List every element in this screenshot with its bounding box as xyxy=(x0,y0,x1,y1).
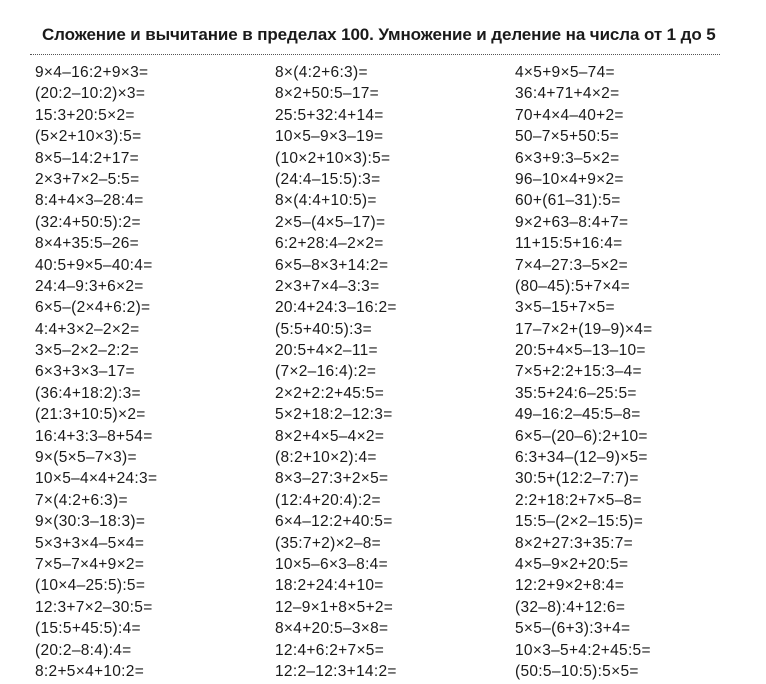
exercise-expression: 50–7×5+50:5= xyxy=(515,128,620,146)
exercise-expression: 20:4+24:3–16:2= xyxy=(275,299,397,317)
exercise-expression: 8×2+27:3+35:7= xyxy=(515,534,633,552)
exercise-expression: 2:2+18:2+7×5–8= xyxy=(515,491,642,509)
exercise-expression: 7×(4:2+6:3)= xyxy=(35,491,128,509)
exercise-expression: 16:4+3:3–8+54= xyxy=(35,427,153,445)
exercise-expression: 8×(4:2+6:3)= xyxy=(275,64,368,81)
exercise-expression: 20:5+4×2–11= xyxy=(275,342,378,360)
exercise-expression: 8×5–14:2+17= xyxy=(35,149,140,167)
exercise-expression: 8×2+50:5–17= xyxy=(275,85,380,103)
exercise-expression: 6:2+28:4–2×2= xyxy=(275,235,384,253)
exercise-expression: (5:5+40:5):3= xyxy=(275,320,372,338)
exercise-expression: (20:2–8:4):4= xyxy=(35,641,132,659)
exercise-expression: 9×(5×5–7×3)= xyxy=(35,449,137,467)
exercise-expression: 8×4+35:5–26= xyxy=(35,235,140,253)
exercise-expression: 12:2–12:3+14:2= xyxy=(275,662,397,680)
worksheet-title: Сложение и вычитание в пределах 100. Умножение и деление на числа от 1 до 5 xyxy=(42,25,716,44)
exercise-expression: (10×2+10×3):5= xyxy=(275,149,391,167)
exercise-expression: 15:3+20:5×2= xyxy=(35,106,135,124)
exercise-expression: (5×2+10×3):5= xyxy=(35,128,142,146)
exercise-expression: 10×5–4×4+24:3= xyxy=(35,470,158,488)
exercise-expression: 4:4+3×2–2×2= xyxy=(35,320,140,338)
exercise-expression: (24:4–15:5):3= xyxy=(275,170,381,188)
exercise-expression: 5×5–(6+3):3+4= xyxy=(515,620,631,638)
exercise-expression: 4×5+9×5–74= xyxy=(515,64,615,81)
exercise-expression: 5×3+3×4–5×4= xyxy=(35,534,145,552)
exercise-expression: 12:4+6:2+7×5= xyxy=(275,641,385,659)
exercise-expression: (10×4–25:5):5= xyxy=(35,577,146,595)
exercise-expression: 6×5–(20–6):2+10= xyxy=(515,427,648,445)
exercise-column-3 xyxy=(515,62,745,682)
exercise-expression: 30:5+(12:2–7:7)= xyxy=(515,470,639,488)
exercise-expression: 8:2+5×4+10:2= xyxy=(35,662,145,680)
exercise-expression: (20:2–10:2)×3= xyxy=(35,85,146,103)
exercise-expression: 35:5+24:6–25:5= xyxy=(515,384,637,402)
exercise-expression: 6:3+34–(12–9)×5= xyxy=(515,449,648,467)
exercise-expression: (7×2–16:4):2= xyxy=(275,363,377,381)
exercise-expression: 10×3–5+4:2+45:5= xyxy=(515,641,651,659)
exercise-expression: 6×3+9:3–5×2= xyxy=(515,149,620,167)
exercise-expression: 96–10×4+9×2= xyxy=(515,170,624,188)
exercise-expression: 12–9×1+8×5+2= xyxy=(275,598,394,616)
exercise-expression: 25:5+32:4+14= xyxy=(275,106,384,124)
exercise-expression: (12:4+20:4):2= xyxy=(275,491,381,509)
exercise-expression: 8×(4:4+10:5)= xyxy=(275,192,377,210)
title-divider xyxy=(30,54,720,55)
exercise-expression: 24:4–9:3+6×2= xyxy=(35,277,144,295)
exercise-expression: (21:3+10:5)×2= xyxy=(35,406,146,424)
exercise-expression: 4×5–9×2+20:5= xyxy=(515,555,629,573)
exercise-expression: (35:7+2)×2–8= xyxy=(275,534,382,552)
exercise-expression: 40:5+9×5–40:4= xyxy=(35,256,153,274)
exercise-expression: 8:4+4×3–28:4= xyxy=(35,192,144,210)
exercise-column-1 xyxy=(35,62,265,682)
exercise-expression: 9×2+63–8:4+7= xyxy=(515,213,629,231)
exercise-expression: 15:5–(2×2–15:5)= xyxy=(515,513,644,531)
exercise-expression: 9×(30:3–18:3)= xyxy=(35,513,146,531)
exercise-expression: 10×5–6×3–8:4= xyxy=(275,555,388,573)
exercise-expression: 6×5–8×3+14:2= xyxy=(275,256,389,274)
exercise-expression: 17–7×2+(19–9)×4= xyxy=(515,320,653,338)
exercise-expression: 2×3+7×4–3:3= xyxy=(275,277,380,295)
exercise-expression: 6×3+3×3–17= xyxy=(35,363,135,381)
exercise-expression: 8×2+4×5–4×2= xyxy=(275,427,385,445)
exercise-expression: 3×5–2×2–2:2= xyxy=(35,342,140,360)
exercise-expression: 12:2+9×2+8:4= xyxy=(515,577,625,595)
exercise-expression: 2×5–(4×5–17)= xyxy=(275,213,386,231)
exercise-expression: (8:2+10×2):4= xyxy=(275,449,377,467)
exercise-expression: (36:4+18:2):3= xyxy=(35,384,141,402)
exercise-expression: 18:2+24:4+10= xyxy=(275,577,384,595)
exercise-expression: 9×4–16:2+9×3= xyxy=(35,64,149,81)
exercise-expression: 6×5–(2×4+6:2)= xyxy=(35,299,151,317)
exercise-expression: (32:4+50:5):2= xyxy=(35,213,141,231)
exercise-expression: (32–8):4+12:6= xyxy=(515,598,626,616)
exercise-expression: 12:3+7×2–30:5= xyxy=(35,598,153,616)
exercise-expression: 2×3+7×2–5:5= xyxy=(35,170,140,188)
exercise-expression: 8×3–27:3+2×5= xyxy=(275,470,389,488)
exercise-expression: 3×5–15+7×5= xyxy=(515,299,615,317)
exercise-expression: 36:4+71+4×2= xyxy=(515,85,620,103)
exercise-expression: 49–16:2–45:5–8= xyxy=(515,406,641,424)
exercise-expression: 5×2+18:2–12:3= xyxy=(275,406,393,424)
exercise-column-2 xyxy=(275,62,505,682)
exercise-expression: 7×4–27:3–5×2= xyxy=(515,256,628,274)
exercise-expression: 7×5+2:2+15:3–4= xyxy=(515,363,642,381)
exercise-expression: 60+(61–31):5= xyxy=(515,192,621,210)
exercise-expression: 11+15:5+16:4= xyxy=(515,235,623,253)
exercise-expression: (50:5–10:5):5×5= xyxy=(515,662,639,680)
exercise-expression: (80–45):5+7×4= xyxy=(515,277,630,295)
exercise-expression: 70+4×4–40+2= xyxy=(515,106,624,124)
exercise-expression: 6×4–12:2+40:5= xyxy=(275,513,393,531)
exercise-expression: 20:5+4×5–13–10= xyxy=(515,342,646,360)
exercise-expression: (15:5+45:5):4= xyxy=(35,620,141,638)
exercise-expression: 7×5–7×4+9×2= xyxy=(35,555,145,573)
exercise-expression: 2×2+2:2+45:5= xyxy=(275,384,385,402)
exercise-expression: 8×4+20:5–3×8= xyxy=(275,620,389,638)
exercise-expression: 10×5–9×3–19= xyxy=(275,128,384,146)
